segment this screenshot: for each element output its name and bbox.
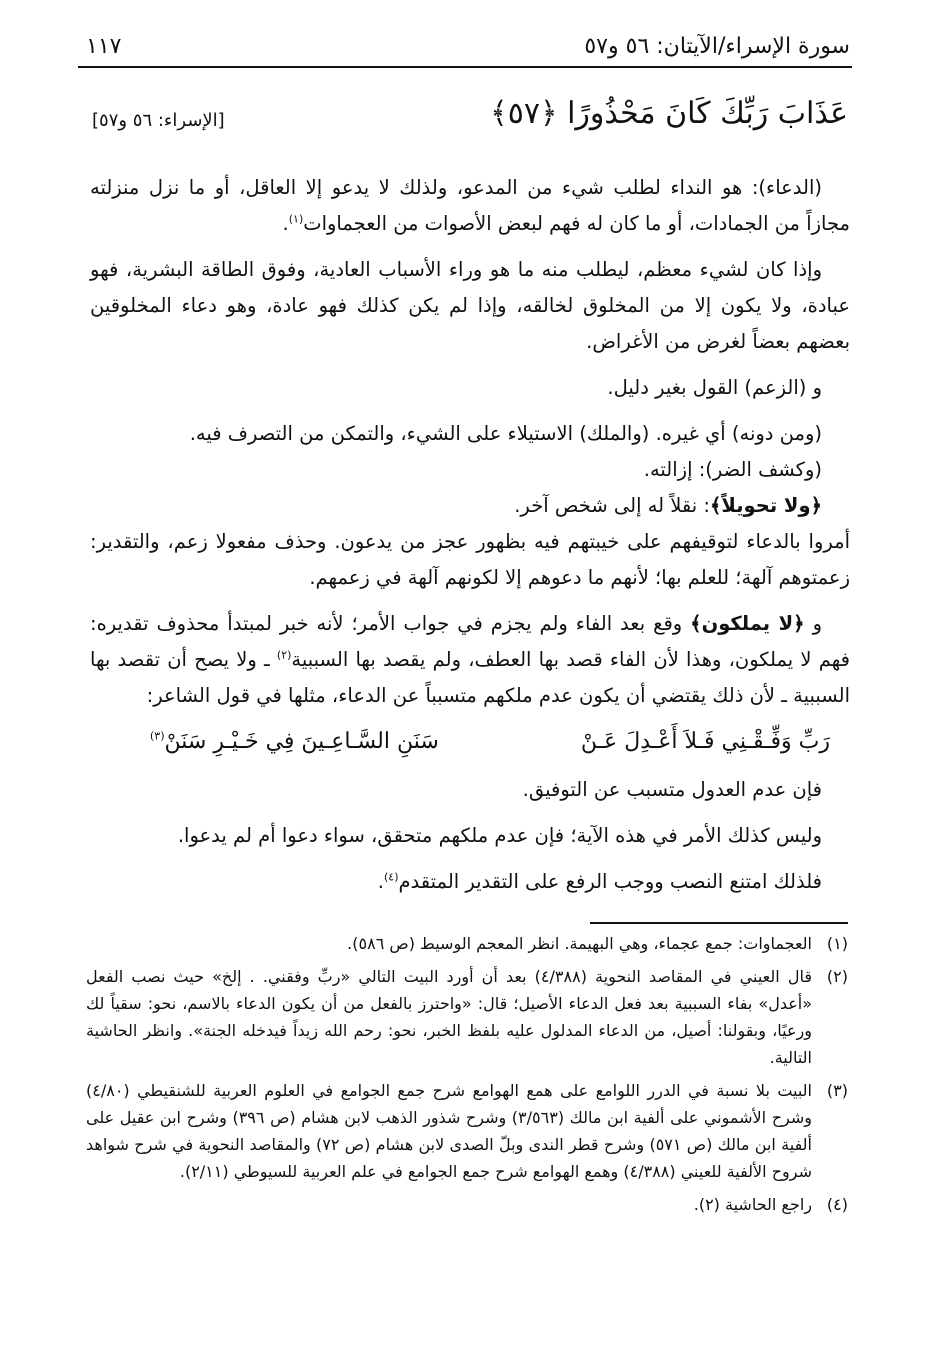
footnote-text: العجماوات: جمع عجماء، وهي البهيمة. انظر المعجم الوسيط (ص ٥٨٦). <box>347 934 812 953</box>
paragraph-adam-udul: فإن عدم العدول متسبب عن التوفيق. <box>522 778 822 801</box>
paragraph-text: فلذلك امتنع النصب ووجب الرفع على التقدير المتقدم <box>398 870 822 893</box>
paragraph-dua <box>90 170 850 242</box>
paragraph-tahwil <box>90 488 850 524</box>
verse-reference: [الإسراء: ٥٦ و٥٧] <box>92 110 225 131</box>
paragraph-text: : نقلاً له إلى شخص آخر. <box>514 494 710 517</box>
footnote <box>86 1077 848 1185</box>
footnote-number: (٤) <box>826 1195 848 1214</box>
footnote-number: (٣) <box>826 1081 848 1100</box>
footnote-number: (١) <box>826 934 848 953</box>
paragraph-min-dunihi: (ومن دونه) أي غيره. (والملك) الاستيلاء على الشيء، والتمكن من التصرف فيه. <box>189 422 822 445</box>
footnote <box>86 1191 848 1218</box>
poem-verse <box>90 724 850 760</box>
footnote-text: البيت بلا نسبة في الدرر اللوامع على همع الهوامع شرح جمع الجوامع في العلوم العربية للشنقيطي (٤/٨٠) وشرح الأشموني على ألفية ابن مالك (٣/٥٦٣) وشرح شذور الذهب لابن هشام (ص ٣٩٦) وشرح ابن عقيل على ألفية ابن مالك (ص ٥٧١) وشرح قطر الندى وبلّ الصدى لابن هشام (ص ٧٢) والمقاصد النحوية في شرح شواهد شروح الألفية للعيني (٤/٣٨٨) وهمع الهوامع شرح جمع الجوامع في علم العربية للسيوطي (٢/١١). <box>86 1081 812 1181</box>
poem-second-text: سَنَنِ السَّـاعِـينَ فِي خَـيْـرِ سَنَنْ <box>164 729 439 754</box>
paragraph-falidhalik <box>90 864 850 900</box>
footnotes <box>86 930 848 1224</box>
footnote-text: قال العيني في المقاصد النحوية (٤/٣٨٨) بعد أن أورد البيت التالي «ربِّ وفقني. . إلخ» حيث نصب الفعل «أعدل» بفاء السببية بعد فعل الدعاء الأصيل؛ قال: «واحترز بالفعل من أن يكون الدعاء بالاسم، نحو: سقياً لك ورعيًا، وبقولنا: أصيل، من الدعاء المدلول عليه بلفظ الخبر، نحو: رحم الله زيداً فيدخله الجنة». وانظر الحاشية التالية. <box>86 967 812 1067</box>
paragraph-end: . <box>282 212 289 235</box>
quran-verse: عَذَابَ رَبِّكَ كَانَ مَحْذُورًا ﴿٥٧﴾ <box>490 96 848 131</box>
paragraph-zaam: و (الزعم) القول بغير دليل. <box>607 376 822 399</box>
paragraph-prefix: و <box>804 612 822 635</box>
verse-line <box>92 96 848 146</box>
paragraph-text-cont: ـ ولا يصح أن تقصد بها السببية ـ لأن ذلك يقتضي أن يكون عدم ملكهم متسبباً عن الدعاء، مثلها في قول الشاعر: <box>90 648 850 707</box>
footnote <box>86 963 848 1071</box>
main-text <box>90 170 850 910</box>
footnote-rule <box>590 922 848 924</box>
paragraph-laysa: وليس كذلك الأمر في هذه الآية؛ فإن عدم ملكهم متحقق، سواء دعوا أم لم يدعوا. <box>177 824 822 847</box>
poem-first-hemistich: رَبِّ وَفِّـقْـنِي فَـلاَ أَعْـدِلَ عَـنْ <box>580 729 830 754</box>
footnote-ref[interactable]: (٤) <box>383 870 399 884</box>
paragraph-umiru: أمروا بالدعاء لتوقيفهم على خيبتهم فيه بظهور عجز من يدعون. وحذف مفعولا زعم، والتقدير: زعمتوهم آلهة؛ للعلم بها؛ لأنهم ما دعوهم إلا لكونهم آلهة في زعمهم. <box>90 530 850 589</box>
paragraph-text: (الدعاء): هو النداء لطلب شيء من المدعو، ولذلك لا يدعو إلا العاقل، أو ما نزل منزلته مجازاً من الجمادات، أو ما كان له فهم لبعض الأصوات من العجماوات <box>90 176 850 235</box>
page-number: ١١٧ <box>86 34 122 59</box>
footnote-ref[interactable]: (١) <box>288 212 304 226</box>
footnote-ref[interactable]: (٢) <box>276 648 292 662</box>
paragraph-text: وقع بعد الفاء ولم يجزم في جواب الأمر؛ لأنه خبر لمبتدأ محذوف تقديره: فهم لا يملكون، وهذا لأن الفاء قصد بها العطف، ولم يقصد بها السببية <box>90 612 851 671</box>
footnote-number: (٢) <box>826 967 848 986</box>
poem-second-hemistich <box>150 724 439 760</box>
footnote <box>86 930 848 957</box>
paragraph-end: . <box>377 870 384 893</box>
keyword: ﴿ولا تحويلاً﴾ <box>709 494 822 517</box>
footnote-ref[interactable]: (٣) <box>150 729 165 743</box>
paragraph-la-yamlikun <box>90 606 850 714</box>
paragraph-ibada: وإذا كان لشيء معظم، ليطلب منه ما هو وراء الأسباب العادية، وفوق الطاقة البشرية، فهو عبادة، ولا يكون إلا من المخلوق لخالقه، وإذا لم يكن كذلك فهو عادة، وهو دعاء المخلوقين بعضهم بعضاً لغرض من الأغراض. <box>90 258 850 353</box>
running-title: سورة الإسراء/الآيتان: ٥٦ و٥٧ <box>584 34 850 59</box>
paragraph-kashf: (وكشف الضر): إزالته. <box>643 458 822 481</box>
keyword: ﴿لا يملكون﴾ <box>690 612 805 635</box>
page-header <box>80 28 850 68</box>
footnote-text: راجع الحاشية (٢). <box>693 1195 812 1214</box>
header-rule <box>78 66 852 68</box>
